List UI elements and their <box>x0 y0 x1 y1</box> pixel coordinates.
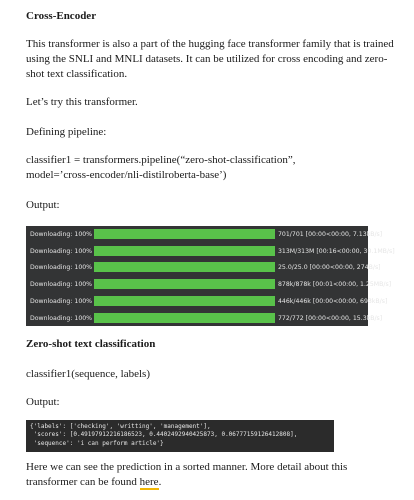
progress-bar <box>94 296 275 306</box>
result-output-line: {'labels': ['checking', 'writting', 'management'], <box>30 423 211 430</box>
zero-shot-heading: Zero-shot text classification <box>26 338 156 350</box>
cross-encoder-heading: Cross-Encoder <box>26 10 97 22</box>
conclusion-period: . <box>158 476 162 488</box>
intro-line: using the SNLI and MNLI datasets. It can be utilized for cross encoding and zero- <box>26 53 388 65</box>
progress-bar <box>94 229 275 239</box>
download-stats: 772/772 [00:00<00:00, 15.3kB/s] <box>278 314 383 322</box>
conclusion-line <box>26 475 376 490</box>
result-output-line: 'sequence': 'i can perform article'} <box>30 439 164 447</box>
download-row <box>26 226 383 243</box>
intro-paragraph <box>26 37 394 82</box>
pipeline-code-text <box>26 153 376 183</box>
download-label: Downloading: 100% <box>30 264 93 272</box>
download-row <box>26 243 395 260</box>
download-label: Downloading: 100% <box>30 281 93 289</box>
conclusion-line: Here we can see the prediction in a sorted manner. More detail about this <box>26 461 348 473</box>
progress-bar-fill <box>94 279 275 289</box>
progress-bar <box>94 262 275 272</box>
download-label: Downloading: 100% <box>30 231 93 238</box>
conclusion-paragraph <box>26 460 376 490</box>
progress-bar <box>94 279 275 289</box>
progress-bar-fill <box>94 296 275 306</box>
intro-line: shot text classification. <box>26 68 128 80</box>
defining-pipeline-text: Defining pipeline: <box>26 126 107 138</box>
output-label: Output: <box>26 199 60 211</box>
download-stats: 878k/878k [00:01<00:00, 1.25MB/s] <box>278 281 392 289</box>
progress-bar-fill <box>94 313 275 323</box>
progress-bar <box>94 313 275 323</box>
result-output-block <box>26 420 334 452</box>
download-row <box>26 310 383 327</box>
progress-bar-fill <box>94 262 275 272</box>
download-label: Downloading: 100% <box>30 247 93 255</box>
progress-bar-fill <box>94 246 275 256</box>
conclusion-text: transformer can be found <box>26 476 140 488</box>
download-stats: 25.0/25.0 [00:00<00:00, 274B/s] <box>278 264 381 272</box>
result-output-line: 'scores': [0.49197912216186523, 0.4402492940425873, 0.06777159126412808], <box>30 431 298 439</box>
lets-try-text: Let’s try this transformer. <box>26 96 138 108</box>
download-stats: 446k/446k [00:00<00:00, 693kB/s] <box>278 297 388 305</box>
download-progress-panel <box>26 226 395 326</box>
classifier-call-text: classifier1(sequence, labels) <box>26 368 150 380</box>
download-stats: 701/701 [00:00<00:00, 7.13kB/s] <box>278 231 383 238</box>
pipeline-code-line: model=’cross-encoder/nli-distilroberta-base’) <box>26 169 227 181</box>
download-row <box>26 259 381 276</box>
intro-line: This transformer is also a part of the hugging face transformer family that is trained <box>26 38 394 50</box>
progress-bar <box>94 246 275 256</box>
download-row <box>26 293 388 310</box>
progress-bar-fill <box>94 229 275 239</box>
download-row <box>26 276 392 293</box>
download-label: Downloading: 100% <box>30 314 93 322</box>
pipeline-code-line: classifier1 = transformers.pipeline(“zero-shot-classification”, <box>26 154 296 166</box>
output-label: Output: <box>26 396 60 408</box>
here-link[interactable]: here <box>139 476 159 488</box>
download-label: Downloading: 100% <box>30 297 93 305</box>
download-stats: 313M/313M [00:16<00:00, 30.1MB/s] <box>278 247 395 255</box>
